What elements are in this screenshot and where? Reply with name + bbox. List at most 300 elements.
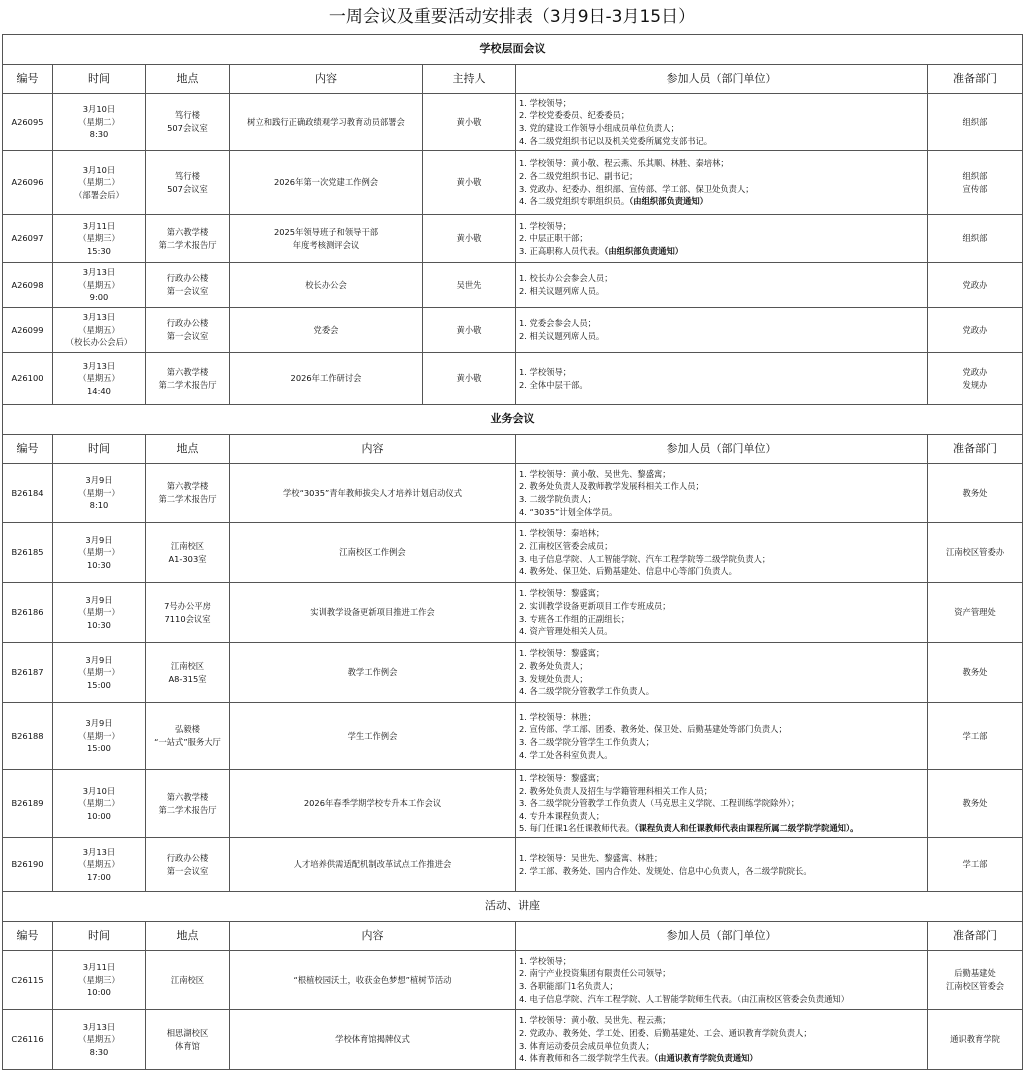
column-header: 地点 xyxy=(146,922,230,951)
row-dept xyxy=(928,951,1023,1010)
table-row xyxy=(3,703,1023,770)
row-place xyxy=(146,353,230,405)
row-id: A26100 xyxy=(3,353,53,405)
row-place-line: 第六教学楼 xyxy=(166,226,209,237)
row-place-line: 第六教学楼 xyxy=(166,481,209,492)
row-place-line: 7110会议室 xyxy=(164,613,211,624)
row-place xyxy=(146,308,230,353)
row-time-line: （部署会后） xyxy=(74,189,124,200)
row-place-line: 第二学术报告厅 xyxy=(158,239,217,250)
row-dept xyxy=(928,94,1023,151)
column-header: 准备部门 xyxy=(928,922,1023,951)
attendee-line: 3. 发规处负责人； xyxy=(519,673,588,684)
row-place xyxy=(146,838,230,892)
row-dept-line: 通识教育学院 xyxy=(950,1034,1000,1045)
row-content xyxy=(230,770,516,838)
row-content-line: 人才培养供需适配机制改革试点工作推进会 xyxy=(293,859,452,870)
attendee-line: 1. 学校领导：黎盛寓； xyxy=(519,588,605,599)
schedule-table xyxy=(2,34,1023,1070)
row-time-line: （星期一） xyxy=(78,667,120,678)
attendee-line: 4. 各二级学院分管教学工作负责人。 xyxy=(519,686,655,697)
attendee-line: 1. 学校领导； xyxy=(519,366,572,377)
row-attendees xyxy=(516,151,928,215)
row-content-line: 树立和践行正确政绩观学习教育动员部署会 xyxy=(247,116,405,127)
row-time-line: （星期二） xyxy=(78,116,120,127)
row-dept-line: 宣传部 xyxy=(962,183,988,194)
row-place xyxy=(146,263,230,308)
row-time xyxy=(53,353,146,405)
row-place-line: 第二学术报告厅 xyxy=(158,494,217,504)
row-time xyxy=(53,151,146,215)
row-content xyxy=(230,308,423,353)
row-content-line: 年度考核测评会议 xyxy=(292,239,360,250)
row-dept xyxy=(928,263,1023,308)
attendee-line: 1. 学校领导：黎盛寓； xyxy=(519,648,605,659)
row-time xyxy=(53,215,146,263)
row-place-line: A8-315室 xyxy=(168,673,207,684)
row-dept-line: 教务处 xyxy=(962,487,988,498)
row-time xyxy=(53,1010,146,1070)
row-time-line: 3月10日 xyxy=(82,104,116,115)
column-header: 地点 xyxy=(146,65,230,94)
column-header: 参加人员（部门单位） xyxy=(516,922,928,951)
attendee-line: 3. 专班各工作组的正副组长； xyxy=(519,613,630,624)
row-dept xyxy=(928,215,1023,263)
row-place-line: 笃行楼 xyxy=(175,110,200,121)
row-time-line: 8:30 xyxy=(89,1046,109,1057)
attendee-line: 4. “3035”计划全体学员。 xyxy=(519,506,618,517)
table-row xyxy=(3,583,1023,643)
column-header: 编号 xyxy=(3,65,53,94)
row-time-line: （星期三） xyxy=(78,233,120,244)
row-place-line: 体育馆 xyxy=(175,1040,200,1051)
row-dept-line: 学工部 xyxy=(962,859,988,870)
row-id: B26187 xyxy=(3,643,53,703)
row-time-line: 14:40 xyxy=(87,385,111,396)
table-row xyxy=(3,353,1023,405)
row-id: B26189 xyxy=(3,770,53,838)
row-place-line: 第一会议室 xyxy=(166,865,209,876)
attendee-line: 3. 党的建设工作领导小组成员单位负责人； xyxy=(519,123,679,133)
section-header-row xyxy=(3,405,1023,435)
row-time-line: 10:30 xyxy=(87,619,111,630)
row-time-line: 3月9日 xyxy=(85,475,113,486)
row-time-line: 3月13日 xyxy=(82,312,116,323)
table-row xyxy=(3,523,1023,583)
row-time-line: 15:30 xyxy=(87,245,111,256)
row-content xyxy=(230,703,516,770)
row-time xyxy=(53,703,146,770)
attendee-line: 1. 学校领导：黄小敬、程云燕、乐其顺、林胜、秦培林； xyxy=(519,158,729,169)
table-row xyxy=(3,464,1023,523)
attendee-line: 1. 学校领导：黎盛寓； xyxy=(519,773,605,784)
column-header: 主持人 xyxy=(423,65,516,94)
section-title: 活动、讲座 xyxy=(3,892,1023,922)
row-time-line: 3月11日 xyxy=(82,962,116,973)
row-host: 黄小敬 xyxy=(423,353,516,405)
column-header-row xyxy=(3,922,1023,951)
row-id: B26184 xyxy=(3,464,53,523)
row-dept-line: 组织部 xyxy=(962,170,988,181)
row-time xyxy=(53,951,146,1010)
row-dept-line: 党政办 xyxy=(962,324,988,335)
attendee-line: 1. 学校领导：黄小敬、吴世先、黎盛寓； xyxy=(519,468,671,479)
row-place-line: 行政办公楼 xyxy=(166,318,209,329)
row-time-line: （星期五） xyxy=(78,859,120,870)
attendee-line: 2. 学校党委委员、纪委委员； xyxy=(519,110,630,121)
row-id: C26115 xyxy=(3,951,53,1010)
row-host: 黄小敬 xyxy=(423,215,516,263)
row-id: A26097 xyxy=(3,215,53,263)
row-id: B26188 xyxy=(3,703,53,770)
attendee-line: 1. 学校领导：黄小敬、吴世先、程云燕； xyxy=(519,1015,671,1026)
row-time-line: （星期五） xyxy=(78,373,120,384)
row-id: C26116 xyxy=(3,1010,53,1070)
row-time-line: （星期一） xyxy=(78,487,120,498)
column-header: 准备部门 xyxy=(928,65,1023,94)
row-content-line: 学生工作例会 xyxy=(347,730,398,741)
row-place-line: 第二学术报告厅 xyxy=(158,804,217,815)
row-dept-line: 党政办 xyxy=(962,279,988,290)
attendee-line: 2. 全体中层干部。 xyxy=(519,379,588,390)
row-attendees xyxy=(516,770,928,838)
row-content-line: 2026年工作研讨会 xyxy=(290,373,362,384)
row-content-line: 2025年领导班子和领导干部 xyxy=(273,226,379,237)
row-time-line: 8:30 xyxy=(89,129,109,140)
row-place-line: 行政办公楼 xyxy=(166,852,209,863)
row-time-line: （星期二） xyxy=(78,798,120,809)
row-attendees xyxy=(516,703,928,770)
row-attendees xyxy=(516,1010,928,1070)
attendee-line: 2. 学工部、教务处、国内合作处、发规处、信息中心负责人，各二级学院院长。 xyxy=(519,865,812,876)
row-attendees xyxy=(516,838,928,892)
row-time-line: 3月9日 xyxy=(85,654,113,665)
table-row xyxy=(3,94,1023,151)
row-content xyxy=(230,215,423,263)
row-time-line: 8:10 xyxy=(89,500,109,511)
column-header: 地点 xyxy=(146,435,230,464)
attendee-line: 4. 体育教师和各二级学院学生代表。（由通识教育学院负责通知） xyxy=(519,1053,758,1064)
attendee-line: 4. 电子信息学院、汽车工程学院、人工智能学院师生代表。（由江南校区管委会负责通知） xyxy=(519,993,849,1004)
row-dept xyxy=(928,1010,1023,1070)
row-place xyxy=(146,770,230,838)
row-content xyxy=(230,951,516,1010)
table-row xyxy=(3,770,1023,838)
attendee-line: 3. 各职能部门1名负责人； xyxy=(519,981,618,991)
row-place-line: 第六教学楼 xyxy=(166,366,209,377)
row-content xyxy=(230,94,423,151)
attendee-line: 2. 教务处负责人； xyxy=(519,660,588,671)
row-time xyxy=(53,838,146,892)
attendee-line: 3. 正高职称人员代表。（由组织部负责通知） xyxy=(519,245,684,256)
row-time-line: （星期五） xyxy=(78,1034,120,1045)
attendee-line: 3. 各二级学院分管教学工作负责人（马克思主义学院、工程训练学院除外）； xyxy=(519,798,800,809)
row-time-line: 3月13日 xyxy=(82,846,116,857)
row-content xyxy=(230,1010,516,1070)
column-header-row xyxy=(3,65,1023,94)
attendee-line: 4. 教务处、保卫处、后勤基建处、信息中心等部门负责人。 xyxy=(519,566,737,577)
section-header-row xyxy=(3,35,1023,65)
row-time xyxy=(53,308,146,353)
row-host: 黄小敬 xyxy=(423,308,516,353)
row-dept xyxy=(928,151,1023,215)
row-time-line: 10:00 xyxy=(87,987,111,998)
page-title: 一周会议及重要活动安排表（3月9日-3月15日） xyxy=(328,7,696,27)
table-row xyxy=(3,838,1023,892)
attendee-line: 2. 南宁产业投资集团有限责任公司领导； xyxy=(519,968,671,979)
attendee-line: 4. 资产管理处相关人员。 xyxy=(519,626,613,637)
attendee-note: （由组织部负责通知） xyxy=(629,196,708,207)
row-dept-line: 教务处 xyxy=(962,798,988,809)
attendee-line: 1. 学校领导； xyxy=(519,97,572,108)
row-dept-line: 组织部 xyxy=(962,116,988,127)
table-row xyxy=(3,1010,1023,1070)
row-id: A26096 xyxy=(3,151,53,215)
row-time xyxy=(53,770,146,838)
row-place xyxy=(146,523,230,583)
section-header-row xyxy=(3,892,1023,922)
table-row xyxy=(3,151,1023,215)
row-time xyxy=(53,583,146,643)
row-time-line: 17:00 xyxy=(87,871,111,882)
row-content xyxy=(230,151,423,215)
row-place-line: 507会议室 xyxy=(167,123,208,133)
table-row xyxy=(3,308,1023,353)
attendee-line: 2. 中层正职干部； xyxy=(519,233,588,244)
attendee-line: 1. 学校领导：吴世先、黎盛寓、林胜； xyxy=(519,852,663,863)
row-content-line: 校长办公会 xyxy=(305,279,347,290)
row-place-line: 江南校区 xyxy=(170,660,205,671)
attendee-line: 2. 实训教学设备更新项目工作专班成员； xyxy=(519,600,671,611)
row-time-line: 15:00 xyxy=(87,743,111,754)
attendee-line: 2. 教务处负责人及教师教学发展科相关工作人员； xyxy=(519,481,704,492)
row-content xyxy=(230,838,516,892)
row-place-line: 笃行楼 xyxy=(175,170,200,181)
row-time-line: 3月13日 xyxy=(82,360,116,371)
row-id: B26190 xyxy=(3,838,53,892)
row-dept xyxy=(928,703,1023,770)
row-content xyxy=(230,583,516,643)
column-header: 编号 xyxy=(3,922,53,951)
row-place xyxy=(146,583,230,643)
row-place xyxy=(146,703,230,770)
row-place-line: 行政办公楼 xyxy=(166,273,209,284)
row-time-line: 9:00 xyxy=(89,292,109,303)
row-time xyxy=(53,263,146,308)
row-attendees xyxy=(516,523,928,583)
row-dept xyxy=(928,583,1023,643)
row-place xyxy=(146,94,230,151)
row-place xyxy=(146,464,230,523)
row-time-line: （星期一） xyxy=(78,607,120,618)
row-host: 吴世先 xyxy=(423,263,516,308)
row-time-line: 10:30 xyxy=(87,559,111,570)
row-id: A26095 xyxy=(3,94,53,151)
row-dept-line: 党政办 xyxy=(962,366,988,377)
row-time xyxy=(53,523,146,583)
row-time-line: 15:00 xyxy=(87,679,111,690)
row-id: B26185 xyxy=(3,523,53,583)
row-place-line: 第一会议室 xyxy=(166,331,209,341)
row-content-line: 江南校区工作例会 xyxy=(339,547,406,558)
row-id: A26099 xyxy=(3,308,53,353)
row-attendees xyxy=(516,308,928,353)
attendee-line: 1. 党委会参会人员； xyxy=(519,318,596,329)
attendee-line: 2. 教务处负责人及招生与学籍管理科相关工作人员； xyxy=(519,785,713,796)
row-dept-line: 后勤基建处 xyxy=(954,968,996,979)
attendee-line: 2. 相关议题列席人员。 xyxy=(519,331,605,341)
row-time-line: 3月9日 xyxy=(85,594,113,605)
column-header: 编号 xyxy=(3,435,53,464)
row-content-line: “根植校园沃土，收获金色梦想”植树节活动 xyxy=(293,974,452,985)
row-content xyxy=(230,464,516,523)
row-time-line: 3月9日 xyxy=(85,718,113,729)
row-time-line: 3月9日 xyxy=(85,534,113,545)
row-dept xyxy=(928,770,1023,838)
attendee-line: 1. 学校领导； xyxy=(519,220,572,231)
attendee-line: 1. 学校领导； xyxy=(519,955,572,966)
attendee-line: 2. 相关议题列席人员。 xyxy=(519,286,605,296)
row-id: B26186 xyxy=(3,583,53,643)
row-time-line: 10:00 xyxy=(87,810,111,821)
row-content-line: 2026年春季学期学校专升本工作会议 xyxy=(303,798,442,809)
row-place-line: 江南校区 xyxy=(170,540,205,551)
row-place xyxy=(146,1010,230,1070)
row-attendees xyxy=(516,951,928,1010)
table-row xyxy=(3,951,1023,1010)
column-header: 时间 xyxy=(53,922,146,951)
column-header: 内容 xyxy=(230,435,516,464)
column-header-row xyxy=(3,435,1023,464)
attendee-note: （由组织部负责通知） xyxy=(604,245,684,256)
column-header: 参加人员（部门单位） xyxy=(516,65,928,94)
row-place xyxy=(146,643,230,703)
row-dept xyxy=(928,643,1023,703)
row-content xyxy=(230,353,423,405)
row-attendees xyxy=(516,464,928,523)
table-row xyxy=(3,643,1023,703)
row-time xyxy=(53,643,146,703)
row-dept xyxy=(928,523,1023,583)
row-attendees xyxy=(516,94,928,151)
row-place xyxy=(146,215,230,263)
row-time xyxy=(53,94,146,151)
attendee-line: 2. 各二级党组织书记、副书记； xyxy=(519,170,638,181)
row-content xyxy=(230,263,423,308)
column-header: 准备部门 xyxy=(928,435,1023,464)
column-header: 内容 xyxy=(230,922,516,951)
attendee-line: 2. 宣传部、学工部、团委、教务处、保卫处、后勤基建处等部门负责人； xyxy=(519,724,787,735)
row-attendees xyxy=(516,583,928,643)
row-place-line: 7号办公平房 xyxy=(164,600,211,611)
row-time-line: 3月11日 xyxy=(82,220,116,231)
attendee-line: 3. 体育运动委员会成员单位负责人； xyxy=(519,1040,655,1051)
row-dept-line: 组织部 xyxy=(962,233,988,244)
row-dept xyxy=(928,838,1023,892)
row-dept-line: 资产管理处 xyxy=(954,607,996,618)
row-content xyxy=(230,523,516,583)
attendee-line: 4. 专升本课程负责人； xyxy=(519,810,605,821)
row-dept-line: 发规办 xyxy=(962,379,988,390)
row-id: A26098 xyxy=(3,263,53,308)
row-dept-line: 教务处 xyxy=(962,667,988,678)
row-place-line: 第六教学楼 xyxy=(166,791,209,802)
row-dept-line: 江南校区管委办 xyxy=(945,547,1005,558)
row-content-line: 教学工作例会 xyxy=(347,667,398,678)
row-time-line: 3月10日 xyxy=(82,164,116,175)
row-host: 黄小敬 xyxy=(423,151,516,215)
attendee-line: 3. 电子信息学院、人工智能学院、汽车工程学院等二级学院负责人； xyxy=(519,553,771,564)
column-header: 参加人员（部门单位） xyxy=(516,435,928,464)
row-dept-line: 学工部 xyxy=(962,730,988,741)
row-attendees xyxy=(516,643,928,703)
row-time-line: 3月13日 xyxy=(82,267,116,278)
row-time-line: （星期一） xyxy=(78,547,120,558)
row-place-line: 507会议室 xyxy=(167,183,208,194)
row-attendees xyxy=(516,353,928,405)
row-content-line: 学校体育馆揭牌仪式 xyxy=(335,1034,410,1045)
column-header: 内容 xyxy=(230,65,423,94)
row-time-line: 3月10日 xyxy=(82,785,116,796)
row-attendees xyxy=(516,263,928,308)
attendee-line: 3. 二级学院负责人； xyxy=(519,494,596,504)
attendee-line: 5. 每门任课1名任课教师代表。（课程负责人和任课教师代表由课程所属二级学院学院通知）。 xyxy=(519,823,859,834)
row-place-line: 弘毅楼 xyxy=(175,724,200,735)
row-time-line: （星期三） xyxy=(78,974,120,985)
attendee-line: 2. 江南校区管委会成员； xyxy=(519,540,613,551)
column-header: 时间 xyxy=(53,65,146,94)
row-content-line: 学校“3035”青年教师拔尖人才培养计划启动仪式 xyxy=(282,487,463,498)
attendee-note: （由通识教育学院负责通知） xyxy=(654,1053,758,1064)
row-time-line: （校长办公会后） xyxy=(65,337,133,348)
row-time-line: （星期二） xyxy=(78,177,120,188)
row-content-line: 党委会 xyxy=(313,324,339,335)
row-place-line: 相思湖校区 xyxy=(166,1027,209,1038)
row-content xyxy=(230,643,516,703)
row-place xyxy=(146,951,230,1010)
attendee-line: 1. 学校领导：林胜； xyxy=(519,711,596,722)
table-row xyxy=(3,263,1023,308)
attendee-line: 1. 校长办公会参会人员； xyxy=(519,273,613,284)
row-place-line: “一站式”服务大厅 xyxy=(154,737,221,747)
attendee-line: 3. 各二级学院分管学生工作负责人； xyxy=(519,737,655,747)
row-place-line: A1-303室 xyxy=(168,553,207,564)
row-place-line: 第一会议室 xyxy=(166,286,209,296)
attendee-line: 3. 党政办、纪委办、组织部、宣传部、学工部、保卫处负责人； xyxy=(519,183,754,194)
attendee-line: 4. 各二级党组织专职组织员。（由组织部负责通知） xyxy=(519,196,708,207)
attendee-line: 1. 学校领导：秦培林； xyxy=(519,528,605,539)
row-place-line: 第二学术报告厅 xyxy=(158,379,217,390)
column-header: 时间 xyxy=(53,435,146,464)
row-time xyxy=(53,464,146,523)
attendee-line: 4. 学工处各科室负责人。 xyxy=(519,749,613,760)
row-place-line: 江南校区 xyxy=(170,974,205,985)
attendee-line: 4. 各二级党组织书记以及机关党委所属党支部书记。 xyxy=(519,135,713,146)
row-time-line: （星期五） xyxy=(78,324,120,335)
row-time-line: 3月13日 xyxy=(82,1021,116,1032)
row-content-line: 2026年第一次党建工作例会 xyxy=(273,177,379,188)
section-title: 业务会议 xyxy=(3,405,1023,435)
table-row xyxy=(3,215,1023,263)
row-dept xyxy=(928,353,1023,405)
row-dept xyxy=(928,464,1023,523)
row-time-line: （星期一） xyxy=(78,730,120,741)
attendee-line: 2. 党政办、教务处、学工处、团委、后勤基建处、工会、通识教育学院负责人； xyxy=(519,1027,812,1038)
row-content-line: 实训教学设备更新项目推进工作会 xyxy=(310,607,435,618)
section-title: 学校层面会议 xyxy=(3,35,1023,65)
row-host: 黄小敬 xyxy=(423,94,516,151)
row-place xyxy=(146,151,230,215)
